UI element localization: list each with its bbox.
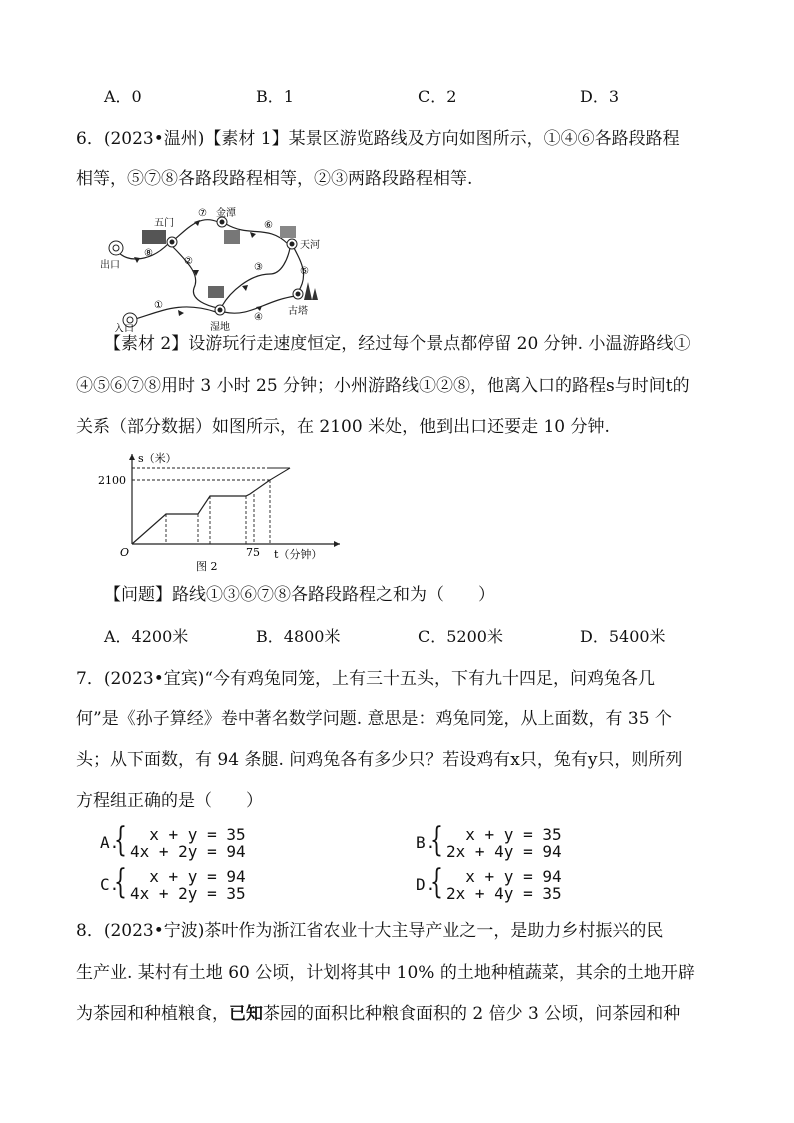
segment-label-1: ① — [154, 300, 163, 311]
equation-2: 4x + 2y = 94 — [130, 842, 246, 861]
route-path-1 — [132, 307, 216, 320]
q7-option-a: A. { x + y = 35 4x + 2y = 94 — [100, 820, 246, 861]
node-wumen — [167, 237, 177, 247]
label-guta: 古塔 — [288, 306, 308, 317]
tianhe-image — [280, 226, 296, 238]
q6-material2-line-1: 【素材 2】设游玩行走速度恒定，经过每个景点都停留 20 分钟. 小温游路线① — [104, 334, 691, 354]
q5-option-b: B．1 — [256, 87, 294, 106]
q6-stem-line-2: 相等，⑤⑦⑧各路段路程相等，②③两路段路程相等. — [76, 169, 473, 189]
q6-material2-line-2: ④⑤⑥⑦⑧用时 3 小时 25 分钟；小州游路线①②⑧，他离入口的路程s与时间t的 — [76, 376, 690, 396]
equation-1: x + y = 94 — [130, 867, 246, 886]
equation-2: 2x + 4y = 94 — [446, 842, 562, 861]
q6-stem-line-1: 6．(2023•温州)【素材 1】某景区游览路线及方向如图所示，①④⑥各路段路程 — [76, 129, 680, 149]
graph-caption: 图 2 — [196, 560, 218, 573]
q6-question: 【问题】路线①③⑥⑦⑧各路段路程之和为（ ） — [104, 585, 495, 605]
equation-2: 2x + 4y = 35 — [446, 884, 562, 903]
option-label: B. — [416, 833, 436, 852]
q7-option-b: B. { x + y = 35 2x + 4y = 94 — [416, 820, 562, 861]
q5-option-c: C．2 — [418, 87, 457, 106]
segment-label-5: ⑤ — [300, 266, 309, 277]
q5-option-d: D．3 — [580, 87, 620, 106]
q7-stem-line-4: 方程组正确的是（ ） — [76, 791, 263, 811]
q8-stem-line-3 — [76, 1002, 680, 1026]
graph-origin: O — [120, 546, 130, 559]
distance-time-graph — [90, 448, 350, 578]
q6-option-d: D．5400米 — [580, 627, 666, 646]
q6-option-a: A．4200米 — [104, 627, 189, 646]
q8-line3-bold: 已知 — [229, 1004, 263, 1024]
option-label: D. — [416, 875, 436, 894]
label-chukou: 出口 — [100, 260, 120, 271]
label-tianhe: 天河 — [300, 240, 320, 251]
equation-1: x + y = 35 — [446, 825, 562, 844]
q6-option-b: B．4800米 — [256, 627, 341, 646]
label-wumen: 五门 — [154, 218, 174, 229]
node-shidi — [215, 305, 225, 315]
segment-label-7: ⑦ — [198, 208, 207, 219]
q7-stem-line-2: 何”是《孙子算经》卷中著名数学问题. 意思是：鸡兔同笼，从上面数，有 35 个 — [76, 709, 672, 729]
segment-label-3: ③ — [254, 262, 263, 273]
q8-stem-line-2: 生产业. 某村有土地 60 公顷，计划将其中 10% 的土地种植蔬菜，其余的土地开辟 — [76, 963, 695, 983]
graph-x-tick-75: 75 — [246, 546, 260, 559]
route-path-2 — [172, 246, 218, 308]
option-label: C. — [100, 875, 120, 894]
segment-label-6: ⑥ — [264, 220, 273, 231]
q7-stem-line-3: 头；从下面数，有 94 条腿. 问鸡兔各有多少只？若设鸡有x只，兔有y只，则所列 — [76, 750, 683, 770]
node-exit — [109, 241, 123, 255]
shidi-image — [208, 286, 224, 298]
graph-y-label: s（米） — [138, 452, 177, 465]
q7-option-c: C. { x + y = 94 4x + 2y = 35 — [100, 862, 246, 903]
node-tianhe — [287, 239, 297, 249]
label-rukou: 入口 — [114, 324, 134, 332]
segment-label-2: ② — [184, 256, 193, 267]
route-path-8 — [118, 244, 168, 259]
q8-line3-pre: 为茶园和种植粮食， — [76, 1004, 229, 1024]
equation-2: 4x + 2y = 35 — [130, 884, 246, 903]
option-label: A. — [100, 833, 120, 852]
node-guta — [293, 289, 303, 299]
label-shidi: 湿地 — [210, 322, 230, 332]
jintan-image — [224, 230, 240, 244]
q5-option-a: A．0 — [104, 87, 142, 106]
equation-1: x + y = 94 — [446, 867, 562, 886]
graph-x-label: t（分钟） — [274, 548, 323, 561]
guta-image — [304, 282, 318, 300]
label-jintan: 金潭 — [216, 208, 236, 219]
q7-stem-line-1: 7．(2023•宜宾)“今有鸡兔同笼，上有三十五头，下有九十四足，问鸡兔各几 — [76, 669, 656, 689]
q8-line3-post: 茶园的面积比种粮食面积的 2 倍少 3 公顷，问茶园和种 — [263, 1004, 681, 1024]
route-path-3 — [222, 248, 290, 306]
route-map-figure — [100, 204, 340, 332]
segment-label-4: ④ — [254, 312, 263, 323]
equation-1: x + y = 35 — [130, 825, 246, 844]
segment-label-8: ⑧ — [144, 248, 153, 259]
graph-y-tick-2100: 2100 — [98, 474, 126, 487]
q7-option-d: D. { x + y = 94 2x + 4y = 35 — [416, 862, 562, 903]
q6-material2-line-3: 关系（部分数据）如图所示，在 2100 米处，他到出口还要走 10 分钟. — [76, 417, 610, 437]
wumen-image — [142, 230, 166, 244]
q6-option-c: C．5200米 — [418, 627, 503, 646]
graph-line — [132, 480, 270, 544]
q8-stem-line-1: 8．(2023•宁波)茶叶作为浙江省农业十大主导产业之一，是助力乡村振兴的民 — [76, 921, 664, 941]
